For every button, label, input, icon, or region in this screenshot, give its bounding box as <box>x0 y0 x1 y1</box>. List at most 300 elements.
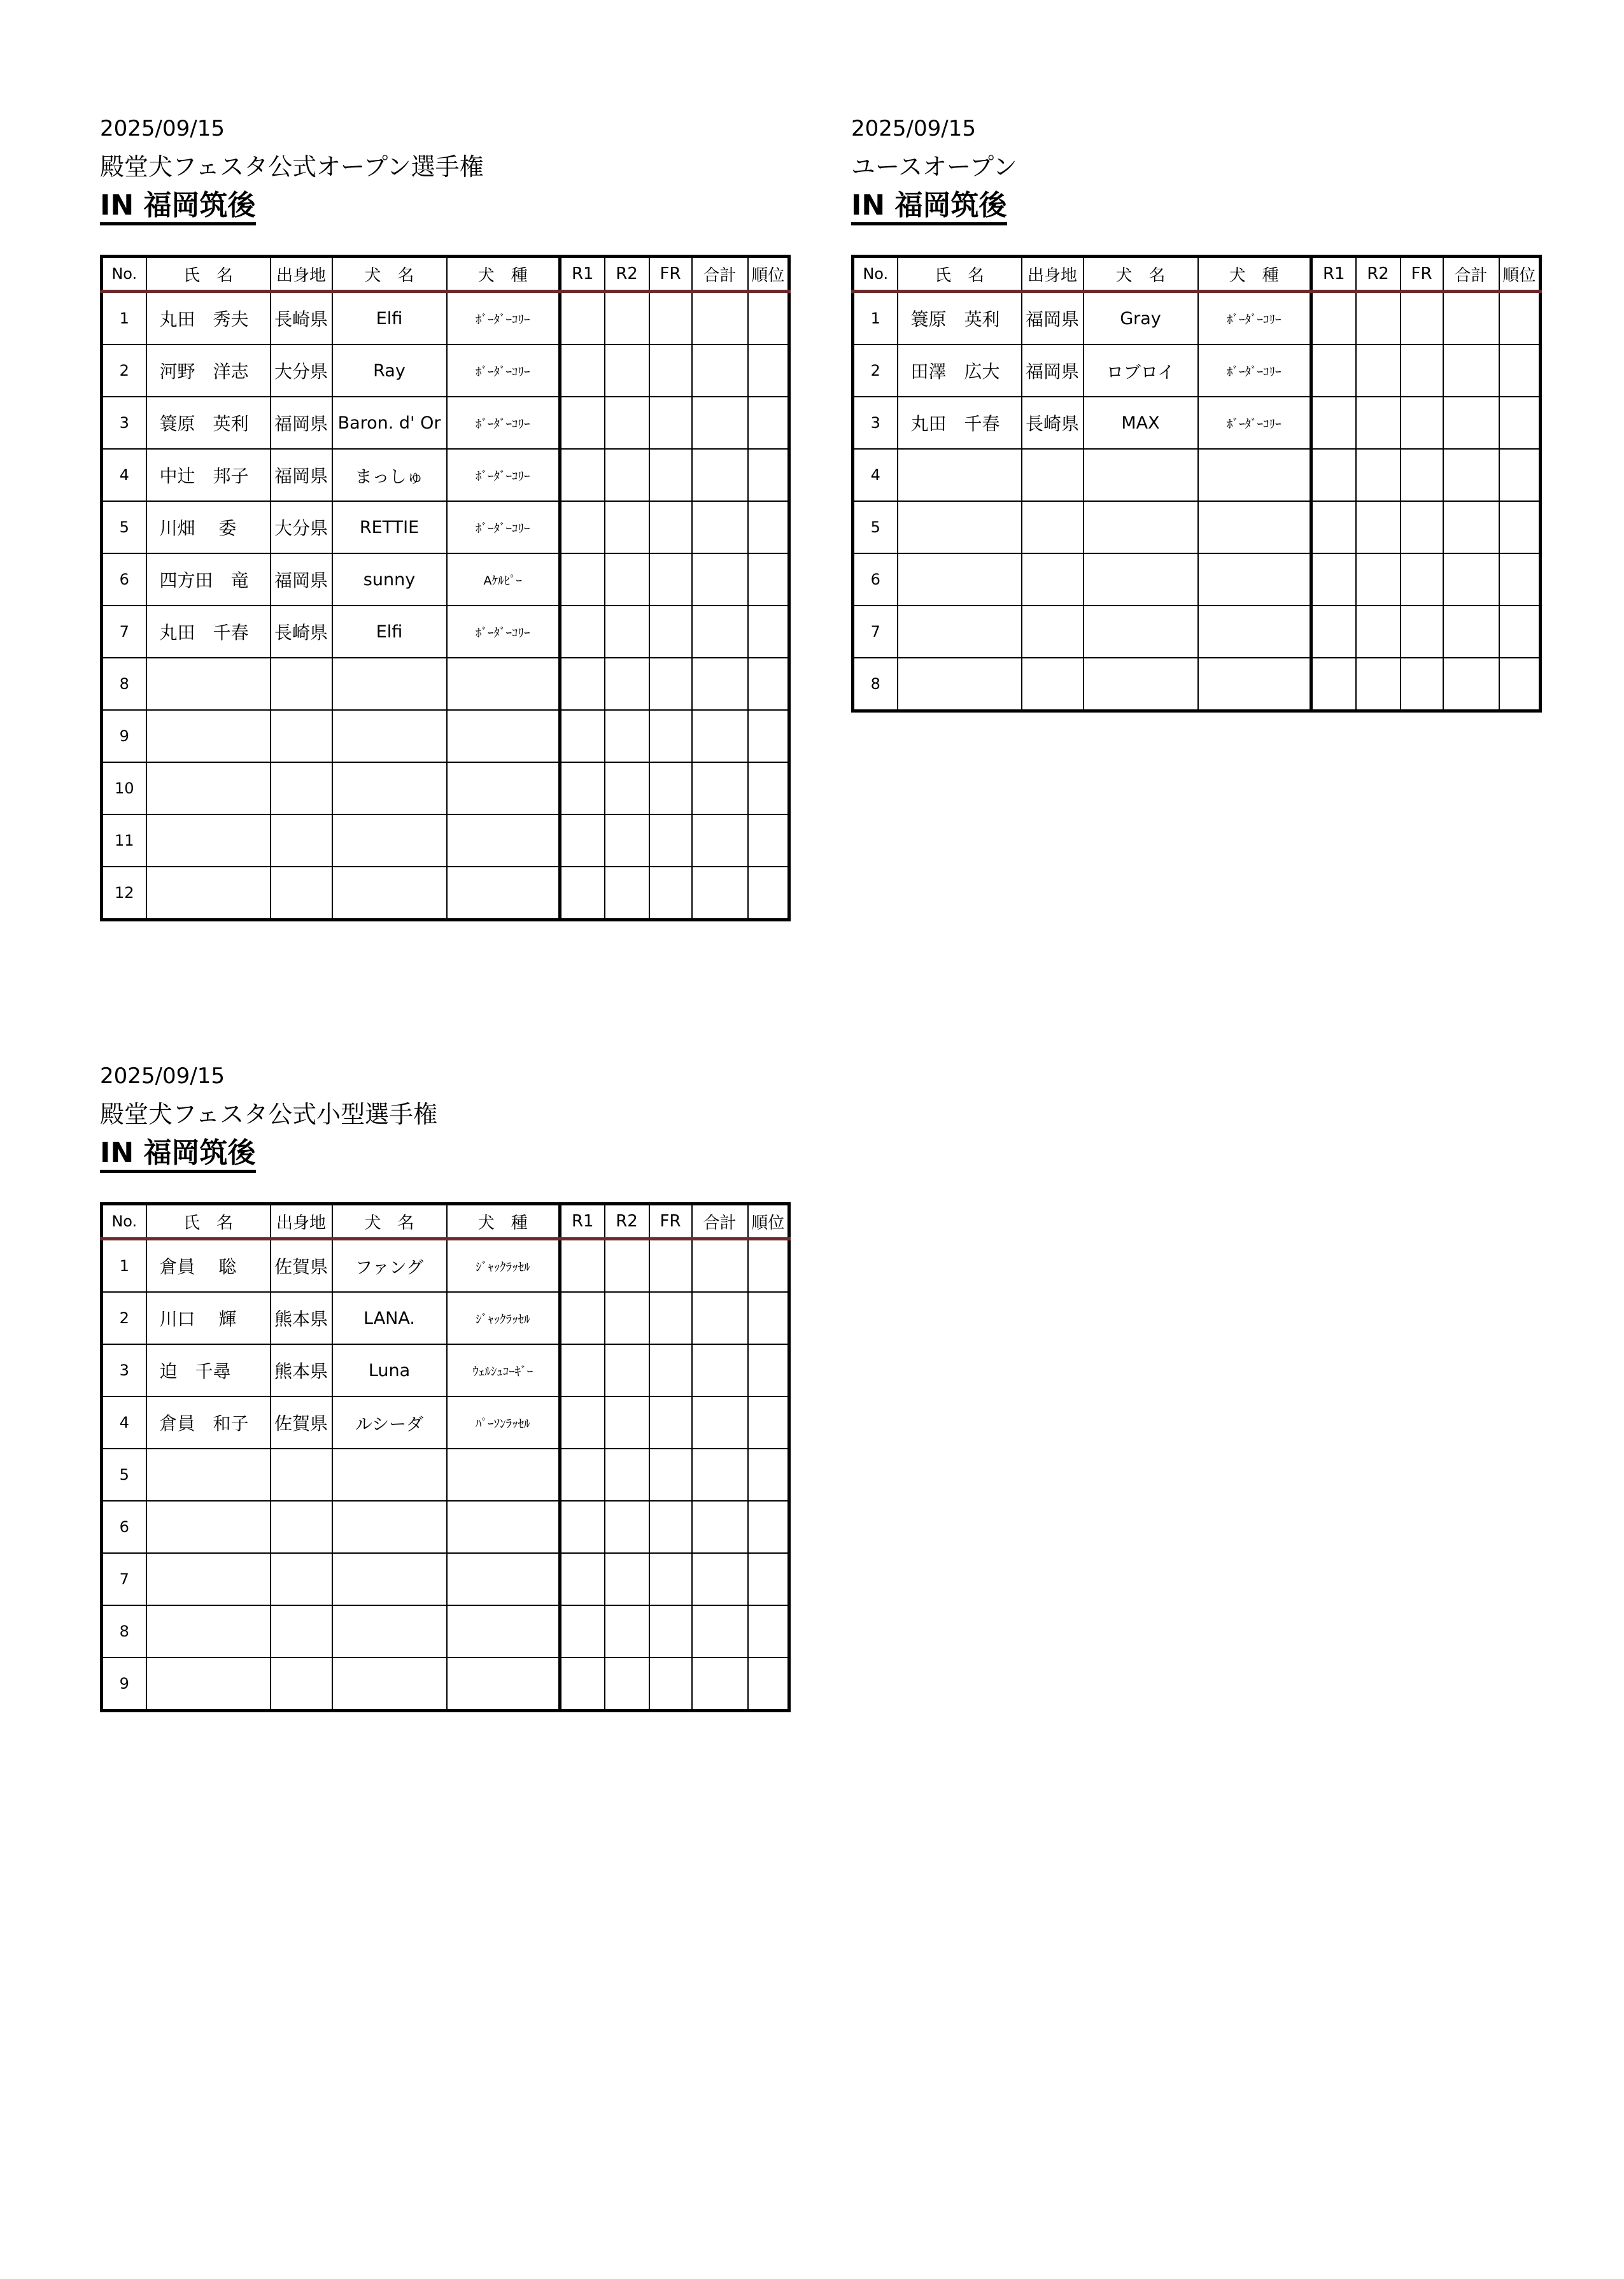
rank <box>1499 449 1541 501</box>
table-row <box>102 1605 789 1658</box>
score-r2 <box>1356 553 1401 606</box>
competitor-name: 簑原 英利 <box>146 397 271 449</box>
rank <box>1499 501 1541 553</box>
header-dog-name: 犬 名 <box>332 1204 447 1239</box>
rank <box>748 397 789 449</box>
rank <box>748 1449 789 1501</box>
score-fr <box>1401 344 1443 397</box>
dog-name <box>332 1605 447 1658</box>
prefecture: 佐賀県 <box>271 1239 332 1293</box>
dog-name <box>332 658 447 710</box>
header-row <box>102 1204 789 1239</box>
prefecture: 福岡県 <box>271 397 332 449</box>
score-total <box>692 710 748 762</box>
rank <box>748 762 789 814</box>
header-no: No. <box>102 1204 146 1239</box>
score-r2 <box>1356 658 1401 711</box>
rank <box>1499 397 1541 449</box>
table-row <box>102 1292 789 1344</box>
dog-breed <box>447 658 560 710</box>
score-fr <box>649 658 692 710</box>
table-row <box>102 1344 789 1396</box>
prefecture: 佐賀県 <box>271 1396 332 1449</box>
rank <box>748 1658 789 1711</box>
table-row <box>102 606 789 658</box>
score-total <box>692 449 748 501</box>
prefecture: 福岡県 <box>1022 292 1084 345</box>
competitor-name <box>146 658 271 710</box>
table-row <box>102 397 789 449</box>
event-block-open <box>100 116 791 921</box>
score-r1 <box>560 658 605 710</box>
prefecture: 長崎県 <box>1022 397 1084 449</box>
dog-breed <box>1198 606 1311 658</box>
score-r1 <box>560 449 605 501</box>
rank <box>748 814 789 867</box>
dog-breed <box>1198 501 1311 553</box>
score-total <box>1443 553 1499 606</box>
table-row <box>102 1396 789 1449</box>
header-rank: 順位 <box>748 1204 789 1239</box>
dog-breed: ﾎﾞｰﾀﾞｰｺﾘｰ <box>447 449 560 501</box>
rank <box>748 1292 789 1344</box>
score-r1 <box>1311 553 1356 606</box>
prefecture <box>1022 658 1084 711</box>
prefecture <box>271 710 332 762</box>
competitor-name: 迫 千尋 <box>146 1344 271 1396</box>
dog-name: LANA. <box>332 1292 447 1344</box>
score-r2 <box>605 1605 649 1658</box>
competitor-name: 川口 輝 <box>146 1292 271 1344</box>
score-total <box>692 606 748 658</box>
score-fr <box>1401 397 1443 449</box>
row-number: 4 <box>102 1396 146 1449</box>
rank <box>748 1553 789 1605</box>
dog-name <box>1084 606 1198 658</box>
row-number: 8 <box>102 658 146 710</box>
score-r2 <box>605 762 649 814</box>
dog-breed <box>1198 658 1311 711</box>
row-number: 9 <box>102 710 146 762</box>
score-r1 <box>560 762 605 814</box>
score-r1 <box>560 867 605 920</box>
competitor-name <box>146 1605 271 1658</box>
score-total <box>1443 397 1499 449</box>
prefecture <box>271 1658 332 1711</box>
score-total <box>1443 501 1499 553</box>
score-r2 <box>605 501 649 553</box>
row-number: 9 <box>102 1658 146 1711</box>
event-date: 2025/09/15 <box>100 116 225 141</box>
score-fr <box>1401 553 1443 606</box>
dog-name: Ray <box>332 344 447 397</box>
dog-breed <box>1198 449 1311 501</box>
prefecture: 福岡県 <box>1022 344 1084 397</box>
score-r2 <box>605 1239 649 1293</box>
score-fr <box>649 1239 692 1293</box>
event-venue: IN 福岡筑後 <box>851 190 1007 225</box>
score-total <box>692 762 748 814</box>
score-total <box>692 658 748 710</box>
row-number: 7 <box>102 606 146 658</box>
dog-name: ロブロイ <box>1084 344 1198 397</box>
competitor-name: 倉員 聡 <box>146 1239 271 1293</box>
prefecture <box>271 1553 332 1605</box>
score-r1 <box>560 814 605 867</box>
score-r2 <box>605 449 649 501</box>
dog-breed: Aｹﾙﾋﾟｰ <box>447 553 560 606</box>
score-fr <box>649 867 692 920</box>
score-total <box>692 553 748 606</box>
score-total <box>692 1501 748 1553</box>
table-row <box>102 1501 789 1553</box>
score-r1 <box>560 1658 605 1711</box>
prefecture <box>271 762 332 814</box>
dog-name: ルシーダ <box>332 1396 447 1449</box>
prefecture <box>1022 606 1084 658</box>
row-number: 2 <box>853 344 898 397</box>
event-title: 殿堂犬フェスタ公式オープン選手権 <box>100 153 484 181</box>
table-row <box>102 1658 789 1711</box>
header-prefecture: 出身地 <box>1022 257 1084 292</box>
prefecture: 熊本県 <box>271 1344 332 1396</box>
score-r2 <box>605 397 649 449</box>
table-row <box>853 397 1541 449</box>
table-row <box>102 814 789 867</box>
score-r1 <box>1311 292 1356 345</box>
prefecture <box>271 1605 332 1658</box>
table-row <box>853 344 1541 397</box>
rank <box>748 344 789 397</box>
header-fr: FR <box>649 1204 692 1239</box>
header-breed: 犬 種 <box>447 1204 560 1239</box>
row-number: 8 <box>102 1605 146 1658</box>
table-row <box>102 1553 789 1605</box>
score-fr <box>649 1501 692 1553</box>
dog-breed: ﾎﾞｰﾀﾞｰｺﾘｰ <box>447 292 560 345</box>
score-r1 <box>560 1239 605 1293</box>
row-number: 2 <box>102 1292 146 1344</box>
score-total <box>692 397 748 449</box>
prefecture: 福岡県 <box>271 449 332 501</box>
score-r2 <box>605 710 649 762</box>
table-row <box>853 606 1541 658</box>
dog-name: Baron. d' Or <box>332 397 447 449</box>
rank <box>748 1605 789 1658</box>
score-r2 <box>1356 501 1401 553</box>
score-r1 <box>1311 344 1356 397</box>
competitor-name: 田澤 広大 <box>898 344 1022 397</box>
score-total <box>1443 449 1499 501</box>
dog-name <box>332 1501 447 1553</box>
competitor-name: 四方田 竜 <box>146 553 271 606</box>
score-fr <box>1401 658 1443 711</box>
prefecture <box>1022 449 1084 501</box>
table-row <box>102 449 789 501</box>
score-r2 <box>1356 606 1401 658</box>
dog-breed: ｳｪﾙｼｭｺｰｷﾞｰ <box>447 1344 560 1396</box>
table-row <box>102 658 789 710</box>
score-fr <box>649 1658 692 1711</box>
score-total <box>692 1239 748 1293</box>
header-row <box>102 257 789 292</box>
dog-name: Luna <box>332 1344 447 1396</box>
row-number: 1 <box>853 292 898 345</box>
rank <box>1499 658 1541 711</box>
score-r2 <box>1356 397 1401 449</box>
score-r1 <box>560 1553 605 1605</box>
header-prefecture: 出身地 <box>271 1204 332 1239</box>
competitor-name: 倉員 和子 <box>146 1396 271 1449</box>
rank <box>748 1501 789 1553</box>
dog-breed: ﾊﾟｰｿﾝﾗｯｾﾙ <box>447 1396 560 1449</box>
row-number: 1 <box>102 1239 146 1293</box>
score-fr <box>1401 501 1443 553</box>
score-total <box>1443 606 1499 658</box>
competitor-name <box>146 867 271 920</box>
competitor-name: 川畑 委 <box>146 501 271 553</box>
rank <box>748 867 789 920</box>
competitor-name <box>146 1658 271 1711</box>
score-fr <box>1401 449 1443 501</box>
score-r1 <box>1311 501 1356 553</box>
dog-breed: ﾎﾞｰﾀﾞｰｺﾘｰ <box>447 501 560 553</box>
score-fr <box>649 397 692 449</box>
row-number: 12 <box>102 867 146 920</box>
competitor-name <box>146 814 271 867</box>
prefecture <box>271 867 332 920</box>
header-r2: R2 <box>605 257 649 292</box>
prefecture <box>271 1449 332 1501</box>
score-fr <box>649 344 692 397</box>
score-total <box>692 1658 748 1711</box>
dog-name <box>1084 553 1198 606</box>
table-row <box>102 553 789 606</box>
rank <box>1499 292 1541 345</box>
score-r2 <box>605 1344 649 1396</box>
score-r1 <box>560 710 605 762</box>
score-fr <box>649 1344 692 1396</box>
header-total: 合計 <box>692 1204 748 1239</box>
score-fr <box>649 292 692 345</box>
dog-name: Gray <box>1084 292 1198 345</box>
row-number: 8 <box>853 658 898 711</box>
header-r1: R1 <box>560 257 605 292</box>
rank <box>748 292 789 345</box>
row-number: 5 <box>102 1449 146 1501</box>
rank <box>1499 606 1541 658</box>
dog-breed: ｼﾞｬｯｸﾗｯｾﾙ <box>447 1292 560 1344</box>
table-row <box>102 292 789 345</box>
dog-name: ファング <box>332 1239 447 1293</box>
row-number: 1 <box>102 292 146 345</box>
score-r1 <box>560 553 605 606</box>
dog-name <box>332 1658 447 1711</box>
event-block-youth <box>851 116 1542 713</box>
score-r1 <box>1311 606 1356 658</box>
score-fr <box>649 1396 692 1449</box>
header-r2: R2 <box>605 1204 649 1239</box>
event-date: 2025/09/15 <box>100 1063 225 1089</box>
row-number: 3 <box>102 397 146 449</box>
row-number: 6 <box>102 1501 146 1553</box>
header-r1: R1 <box>1311 257 1356 292</box>
header-breed: 犬 種 <box>447 257 560 292</box>
dog-name <box>1084 449 1198 501</box>
score-fr <box>649 1605 692 1658</box>
row-number: 4 <box>102 449 146 501</box>
rank <box>748 449 789 501</box>
score-r1 <box>560 1501 605 1553</box>
header-no: No. <box>102 257 146 292</box>
score-fr <box>649 1292 692 1344</box>
score-total <box>1443 658 1499 711</box>
score-r2 <box>605 292 649 345</box>
dog-name <box>332 710 447 762</box>
score-r2 <box>605 1658 649 1711</box>
rank <box>1499 553 1541 606</box>
competitor-name: 丸田 千春 <box>898 397 1022 449</box>
rank <box>748 553 789 606</box>
competitor-name <box>898 658 1022 711</box>
dog-name: Elfi <box>332 606 447 658</box>
dog-name <box>1084 658 1198 711</box>
score-total <box>692 1605 748 1658</box>
score-r1 <box>560 1344 605 1396</box>
score-r1 <box>560 292 605 345</box>
competitor-name <box>898 501 1022 553</box>
table-row <box>102 710 789 762</box>
score-r1 <box>560 1449 605 1501</box>
score-fr <box>649 553 692 606</box>
prefecture: 長崎県 <box>271 292 332 345</box>
score-r1 <box>560 1292 605 1344</box>
dog-breed <box>447 1449 560 1501</box>
competitor-name: 中辻 邦子 <box>146 449 271 501</box>
row-number: 3 <box>853 397 898 449</box>
rank <box>748 1344 789 1396</box>
header-name: 氏 名 <box>146 1204 271 1239</box>
dog-name: Elfi <box>332 292 447 345</box>
competitor-name: 河野 洋志 <box>146 344 271 397</box>
row-number: 2 <box>102 344 146 397</box>
rank <box>748 501 789 553</box>
row-number: 6 <box>853 553 898 606</box>
competitor-name: 簑原 英利 <box>898 292 1022 345</box>
score-r1 <box>560 1396 605 1449</box>
row-number: 3 <box>102 1344 146 1396</box>
score-total <box>692 814 748 867</box>
score-total <box>692 1553 748 1605</box>
score-r1 <box>560 397 605 449</box>
score-fr <box>1401 292 1443 345</box>
table-row <box>853 501 1541 553</box>
dog-name <box>332 762 447 814</box>
dog-name <box>332 1449 447 1501</box>
competitor-name <box>898 553 1022 606</box>
score-r2 <box>605 1553 649 1605</box>
competitor-name <box>146 1501 271 1553</box>
competitor-name <box>898 449 1022 501</box>
table-row <box>853 658 1541 711</box>
score-fr <box>649 449 692 501</box>
header-r2: R2 <box>1356 257 1401 292</box>
score-r2 <box>605 1396 649 1449</box>
score-r1 <box>560 344 605 397</box>
dog-breed <box>447 710 560 762</box>
event-venue: IN 福岡筑後 <box>100 190 256 225</box>
event-date: 2025/09/15 <box>851 116 976 141</box>
score-r2 <box>605 658 649 710</box>
score-total <box>692 1344 748 1396</box>
score-r2 <box>605 606 649 658</box>
event-title: 殿堂犬フェスタ公式小型選手権 <box>100 1100 438 1128</box>
prefecture <box>1022 553 1084 606</box>
row-number: 5 <box>853 501 898 553</box>
score-fr <box>649 762 692 814</box>
entry-table <box>851 255 1542 713</box>
score-r2 <box>605 814 649 867</box>
prefecture: 大分県 <box>271 501 332 553</box>
score-fr <box>649 501 692 553</box>
rank <box>1499 344 1541 397</box>
event-block-small <box>100 1063 791 1712</box>
score-r2 <box>1356 344 1401 397</box>
dog-breed <box>447 1553 560 1605</box>
score-r1 <box>1311 397 1356 449</box>
prefecture <box>271 658 332 710</box>
score-fr <box>649 814 692 867</box>
competitor-name <box>146 1449 271 1501</box>
score-total <box>692 344 748 397</box>
dog-breed: ﾎﾞｰﾀﾞｰｺﾘｰ <box>447 606 560 658</box>
score-r2 <box>605 1449 649 1501</box>
table-row <box>102 344 789 397</box>
header-dog-name: 犬 名 <box>1084 257 1198 292</box>
score-r1 <box>560 1605 605 1658</box>
header-rank: 順位 <box>1499 257 1541 292</box>
header-total: 合計 <box>1443 257 1499 292</box>
score-r2 <box>605 867 649 920</box>
prefecture: 長崎県 <box>271 606 332 658</box>
score-r1 <box>560 606 605 658</box>
prefecture <box>271 1501 332 1553</box>
dog-name: MAX <box>1084 397 1198 449</box>
table-row <box>102 1449 789 1501</box>
competitor-name <box>146 1553 271 1605</box>
score-r1 <box>1311 658 1356 711</box>
header-name: 氏 名 <box>146 257 271 292</box>
dog-breed <box>447 762 560 814</box>
score-r2 <box>605 1501 649 1553</box>
header-dog-name: 犬 名 <box>332 257 447 292</box>
table-row <box>853 449 1541 501</box>
score-total <box>692 867 748 920</box>
competitor-name <box>898 606 1022 658</box>
table-row <box>853 553 1541 606</box>
prefecture: 熊本県 <box>271 1292 332 1344</box>
rank <box>748 1239 789 1293</box>
rank <box>748 606 789 658</box>
score-r2 <box>605 553 649 606</box>
table-row <box>102 867 789 920</box>
prefecture <box>1022 501 1084 553</box>
dog-name: RETTIE <box>332 501 447 553</box>
dog-breed <box>447 1658 560 1711</box>
dog-breed: ﾎﾞｰﾀﾞｰｺﾘｰ <box>447 344 560 397</box>
dog-breed <box>447 1605 560 1658</box>
entry-table <box>100 255 791 921</box>
